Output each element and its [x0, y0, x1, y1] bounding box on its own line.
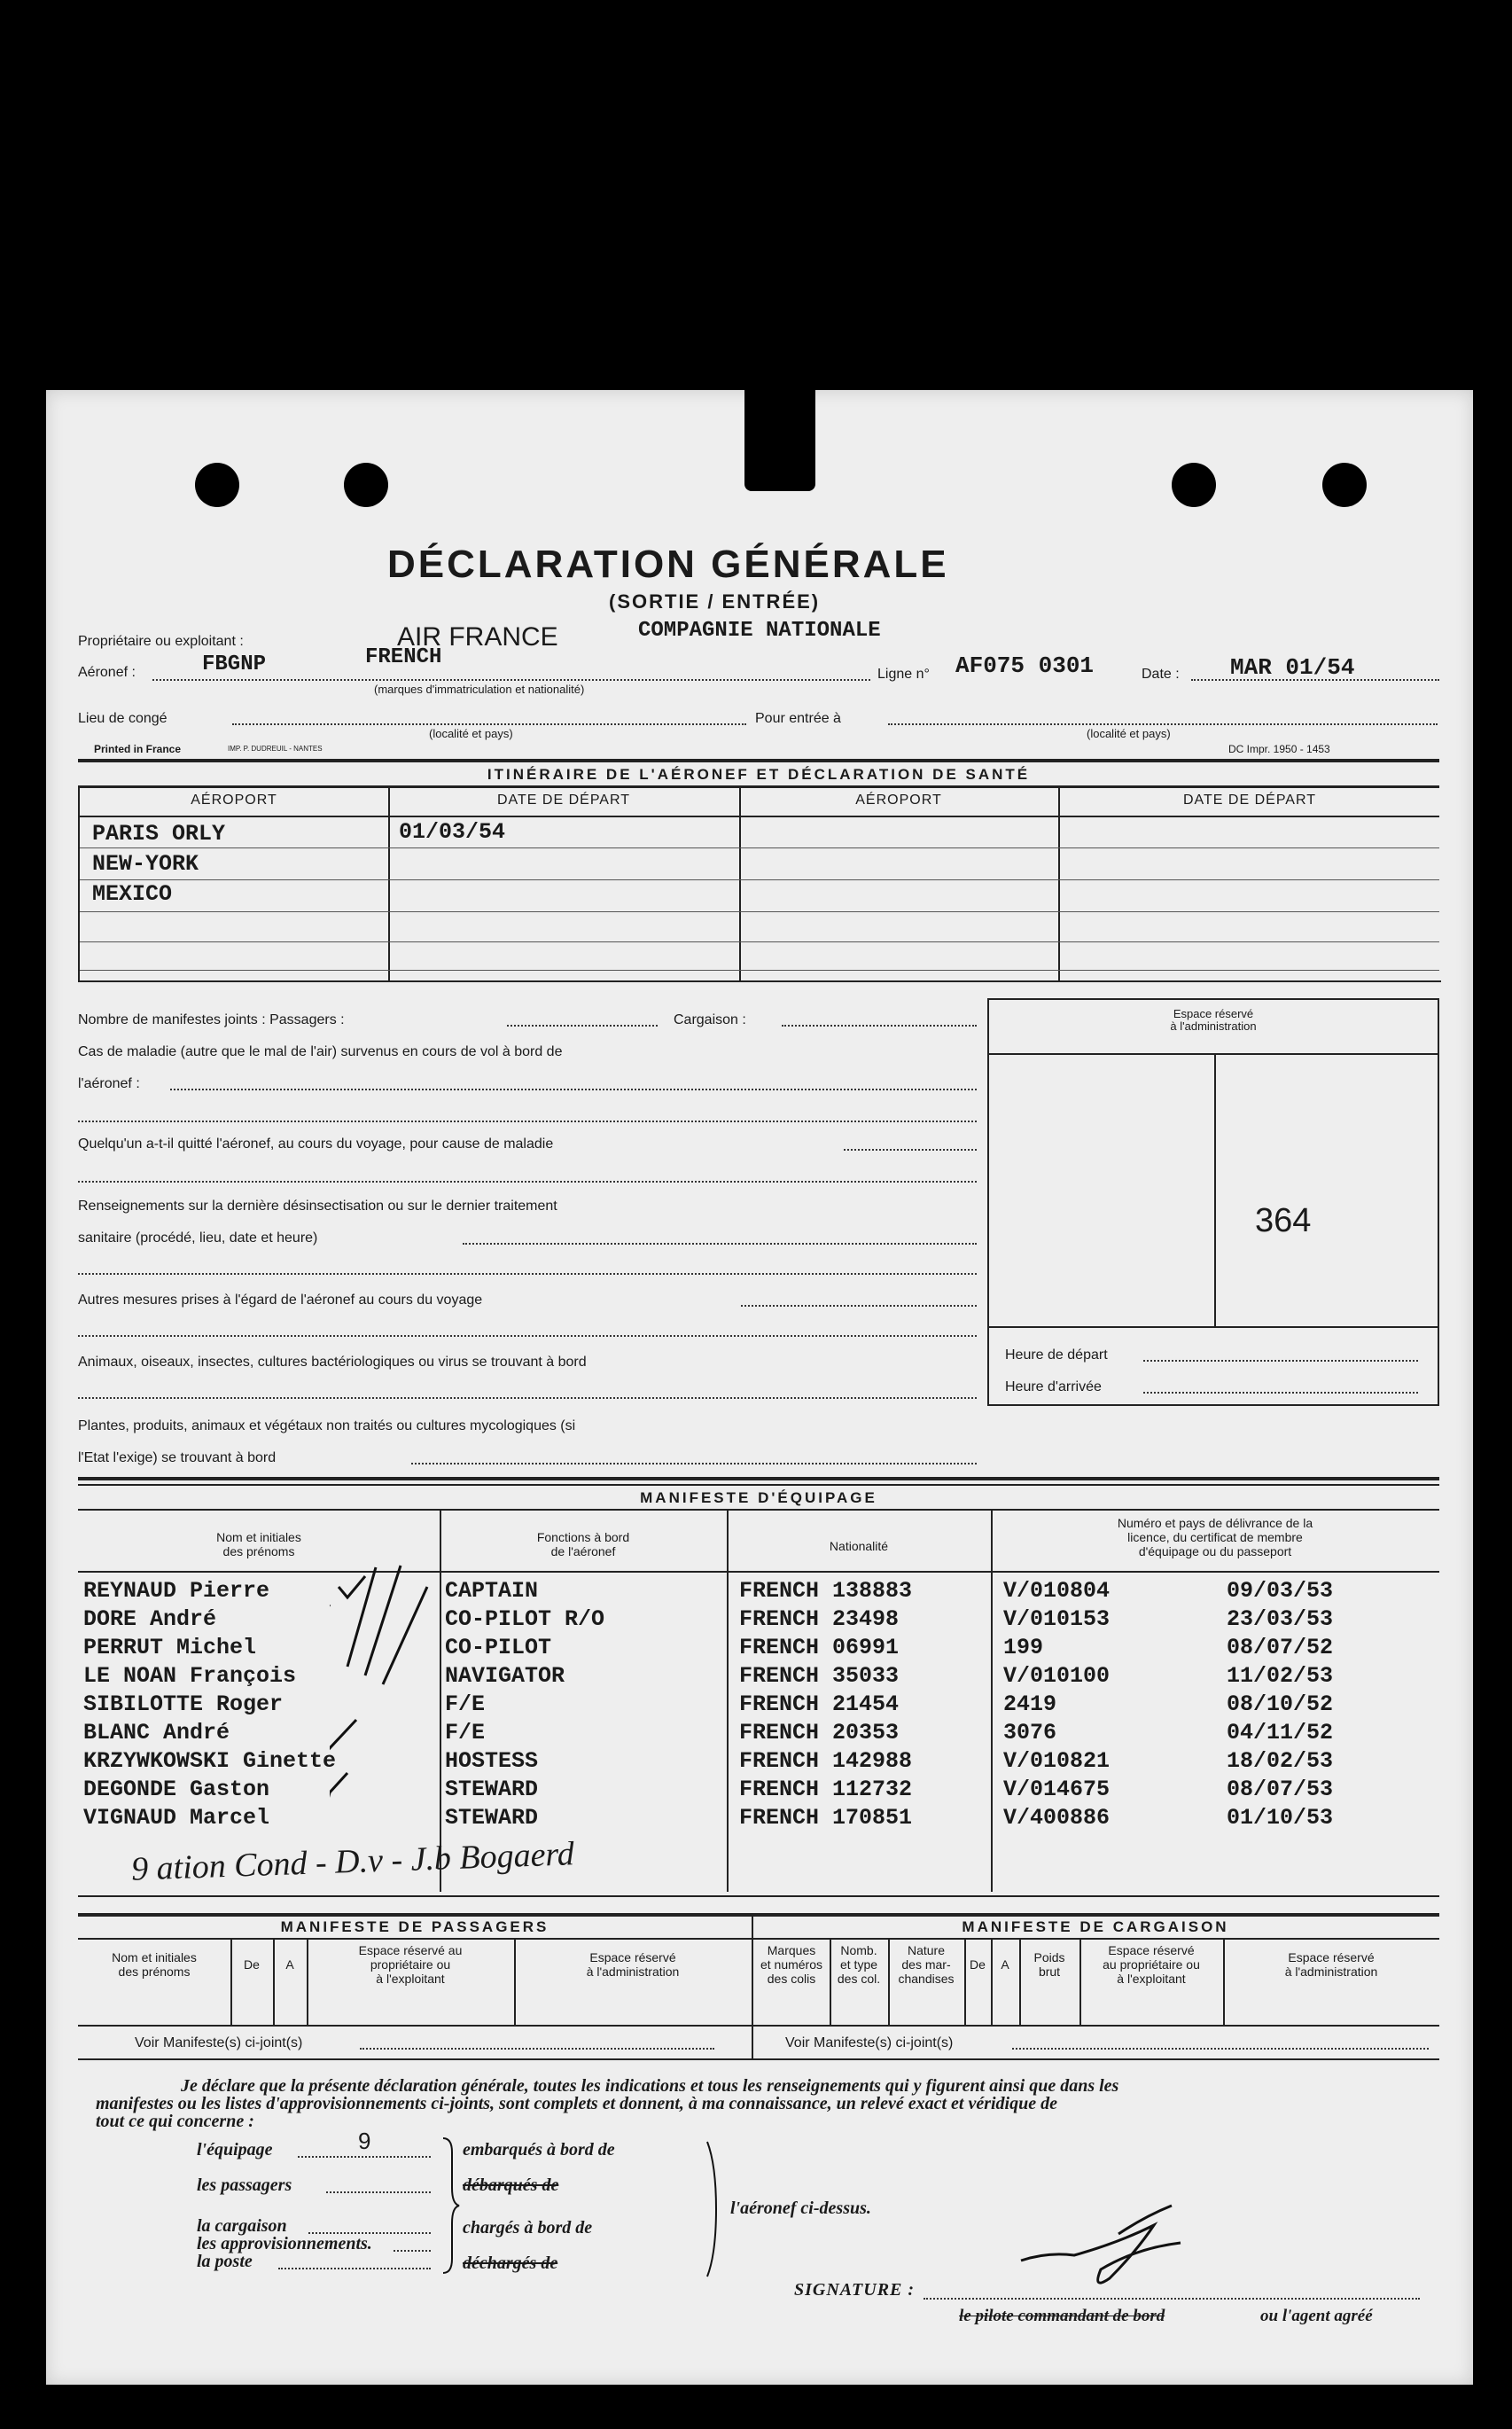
owner-value: AIR FRANCE [397, 622, 558, 652]
crew-licence: V/010100 [1003, 1663, 1111, 1689]
crew-col-name-2: des prénoms [222, 1544, 295, 1558]
signature-label: SIGNATURE : [794, 2280, 916, 2300]
cargo-col-owner-2: au propriétaire ou [1103, 1957, 1200, 1972]
admin-number: 364 [1255, 1202, 1312, 1239]
pax-cargo-table [78, 1938, 1439, 2027]
dotted-line [78, 1121, 977, 1122]
cargo-col-nature-3: chandises [898, 1972, 955, 1986]
cargo-col-from: De [970, 1957, 986, 1972]
crew-licence: V/010821 [1003, 1748, 1111, 1774]
dotted-line [741, 1305, 977, 1307]
form-sheet [46, 390, 1473, 2385]
dotted-line [782, 1025, 977, 1027]
rule [989, 1326, 1438, 1328]
crew-nationality: FRENCH 21454 [739, 1691, 900, 1717]
crew-function: CO-PILOT [445, 1635, 552, 1660]
crew-count: 9 [358, 2128, 371, 2154]
loaded-label: chargés à bord de [463, 2218, 593, 2238]
cargo-col-admin-1: Espace réservé [1288, 1950, 1375, 1964]
col-divider [230, 1938, 232, 2025]
dotted-line [1143, 1392, 1418, 1394]
crew-licence-date: 08/10/52 [1227, 1691, 1334, 1717]
aircraft-registration: FBGNP [202, 652, 267, 676]
cargo-col-marks-2: et numéros [760, 1957, 823, 1972]
passengers-heading: MANIFESTE DE PASSAGERS [280, 1918, 549, 1935]
punch-hole [195, 463, 239, 507]
embarked-label: embarqués à bord de [463, 2140, 615, 2160]
crew-col-licence-1: Numéro et pays de délivrance de la [1117, 1516, 1313, 1530]
col-divider [388, 785, 390, 980]
crew-col-function-2: de l'aéronef [550, 1544, 616, 1558]
signature-role-struck: le pilote commandant de bord [959, 2307, 1165, 2325]
cargo-col-weight-2: brut [1038, 1964, 1061, 1979]
cargo-col-count-3: des col. [837, 1972, 881, 1986]
line-label: Ligne n° [877, 667, 930, 682]
dotted-line [394, 2250, 431, 2252]
rule [80, 847, 1439, 848]
q-measures: Autres mesures prises à l'égard de l'aéronef au cours du voyage [78, 1293, 483, 1308]
q-illness-2: l'aéronef : [78, 1076, 140, 1091]
crew-name: REYNAUD Pierre [83, 1578, 270, 1604]
dotted-line [78, 1397, 977, 1399]
col-divider [1058, 785, 1060, 980]
col-divider [991, 1511, 993, 1892]
q-disinsect-1: Renseignements sur la dernière désinsectisation ou sur le dernier traitement [78, 1199, 557, 1214]
cargo-col-admin-2: à l'administration [1284, 1964, 1378, 1979]
cargo-see-manifest: Voir Manifeste(s) ci-joint(s) [785, 2035, 954, 2050]
dotted-line [507, 1025, 658, 1027]
departure-place-caption: (localité et pays) [429, 727, 513, 740]
q-disinsect-2: sanitaire (procédé, lieu, date et heure) [78, 1230, 318, 1246]
disembarked-label: débarqués de [463, 2175, 559, 2195]
dotted-line [360, 2048, 714, 2050]
dotted-line [844, 1149, 977, 1151]
pax-col-name-2: des prénoms [118, 1964, 191, 1979]
crew-licence-date: 08/07/52 [1227, 1635, 1334, 1660]
cargo-col-nature-1: Nature [907, 1943, 946, 1957]
crew-licence-date: 11/02/53 [1227, 1663, 1334, 1689]
declaration-text-3: tout ce qui concerne : [96, 2112, 254, 2131]
crew-nationality: FRENCH 35033 [739, 1663, 900, 1689]
cargo-col-weight-1: Poids [1033, 1950, 1065, 1964]
crew-col-name-1: Nom et initiales [216, 1530, 301, 1544]
departure-place-label: Lieu de congé [78, 711, 168, 726]
crew-function: F/E [445, 1720, 486, 1746]
printed-in: Printed in France [94, 743, 182, 755]
dotted-line [326, 2191, 431, 2193]
manifests-label: Nombre de manifestes joints : Passagers : [78, 1012, 345, 1027]
pax-col-from: De [244, 1957, 260, 1972]
crew-name: PERRUT Michel [83, 1635, 257, 1660]
crew-nationality: FRENCH 138883 [739, 1578, 913, 1604]
crew-licence: V/010153 [1003, 1606, 1111, 1632]
rule [80, 941, 1439, 942]
crew-heading: MANIFESTE D'ÉQUIPAGE [640, 1489, 877, 1506]
cargo-col-marks-3: des colis [767, 1972, 816, 1986]
dotted-line [463, 1243, 977, 1245]
crew-licence: V/400886 [1003, 1805, 1111, 1831]
owner-value-typed: COMPAGNIE NATIONALE [638, 619, 881, 643]
signature-role: ou l'agent agréé [1260, 2307, 1373, 2325]
cargo-label: Cargaison : [674, 1012, 746, 1027]
declaration-text-2: manifestes ou les listes d'approvisionnements ci-joints, sont complets et donnent, à ma connaissance, un relevé exact et véridique de [96, 2094, 1057, 2113]
dotted-line [78, 1273, 977, 1275]
printer-ref: IMP. P. DUDREUIL - NANTES [228, 745, 323, 753]
arrival-time-label: Heure d'arrivée [1005, 1379, 1102, 1394]
col-divider [1214, 1053, 1216, 1326]
entry-label: Pour entrée à [755, 711, 841, 726]
rule [78, 1571, 1439, 1573]
crew-nationality: FRENCH 23498 [739, 1606, 900, 1632]
rule [78, 1484, 1439, 1486]
crew-nationality: FRENCH 06991 [739, 1635, 900, 1660]
entry-caption: (localité et pays) [1087, 727, 1171, 740]
crew-col-licence-2: licence, du certificat de membre [1127, 1530, 1303, 1544]
crew-name: VIGNAUD Marcel [83, 1805, 270, 1831]
q-left: Quelqu'un a-t-il quitté l'aéronef, au cours du voyage, pour cause de maladie [78, 1136, 554, 1152]
cargo-col-to: A [1001, 1957, 1009, 1972]
col-divider [964, 1938, 966, 2025]
crew-function: NAVIGATOR [445, 1663, 565, 1689]
pax-col-admin-2: à l'administration [586, 1964, 680, 1979]
filing-notch [744, 388, 815, 491]
q-illness-1: Cas de maladie (autre que le mal de l'air) survenus en cours de vol à bord de [78, 1044, 563, 1059]
crew-licence: 2419 [1003, 1691, 1057, 1717]
admin-box-title-2: à l'administration [1170, 1019, 1257, 1033]
captain-signature [1012, 2199, 1260, 2296]
rule [78, 759, 1439, 762]
dotted-line [298, 2156, 431, 2158]
rule [78, 1477, 1439, 1480]
crew-label: l'équipage [197, 2140, 273, 2160]
col-divider [727, 1511, 729, 1892]
date-dotted-line [1191, 679, 1439, 681]
q-plants-2: l'Etat l'exige) se trouvant à bord [78, 1450, 277, 1465]
aircraft-nationality: FRENCH [365, 645, 442, 669]
signature-line [924, 2298, 1420, 2300]
crew-name: SIBILOTTE Roger [83, 1691, 284, 1717]
itinerary-table [78, 785, 1441, 982]
q-animals: Animaux, oiseaux, insectes, cultures bactériologiques ou virus se trouvant à bord [78, 1355, 587, 1370]
pax-col-owner-2: propriétaire ou [370, 1957, 451, 1972]
rule [78, 2058, 1439, 2060]
crew-licence-date: 08/07/53 [1227, 1777, 1334, 1802]
dotted-line [411, 1463, 977, 1464]
crew-nationality: FRENCH 170851 [739, 1805, 913, 1831]
rule [80, 816, 1439, 817]
col-date-2: DATE DE DÉPART [1182, 793, 1317, 808]
pax-see-manifest: Voir Manifeste(s) ci-joint(s) [135, 2035, 303, 2050]
crew-function: HOSTESS [445, 1748, 539, 1774]
q-plants-1: Plantes, produits, animaux et végétaux non traités ou cultures mycologiques (si [78, 1418, 576, 1433]
declaration-text-1: Je déclare que la présente déclaration générale, toutes les indications et tous les renseignements qui y figurent ainsi que dans les [181, 2076, 1119, 2096]
date-value: MAR 01/54 [1230, 654, 1355, 681]
admin-reserved-box [987, 998, 1439, 1406]
line-value: AF075 0301 [955, 652, 1095, 679]
brace [436, 2135, 463, 2277]
crew-licence-date: 23/03/53 [1227, 1606, 1334, 1632]
aircraft-dotted-line [152, 679, 870, 681]
rule [80, 970, 1439, 971]
crew-col-nationality: Nationalité [829, 1539, 889, 1553]
airport-1: PARIS ORLY [92, 821, 226, 847]
airport-3: MEXICO [92, 881, 173, 907]
dotted-line [170, 1089, 977, 1090]
dc-ref: DC Impr. 1950 - 1453 [1228, 743, 1330, 755]
cargo-col-owner-1: Espace réservé [1108, 1943, 1195, 1957]
departure-dotted-line [232, 723, 746, 725]
crew-name: BLANC André [83, 1720, 230, 1746]
brace [702, 2138, 729, 2280]
crew-licence: V/014675 [1003, 1777, 1111, 1802]
col-divider [273, 1938, 275, 2025]
itinerary-heading: ITINÉRAIRE DE L'AÉRONEF ET DÉCLARATION DE SANTÉ [487, 766, 1031, 783]
crew-name: DEGONDE Gaston [83, 1777, 270, 1802]
rule [80, 879, 1439, 880]
entry-dotted-line [888, 723, 1438, 725]
cargo-col-marks-1: Marques [767, 1943, 816, 1957]
aircraft-caption: (marques d'immatriculation et nationalité) [374, 683, 585, 696]
form-subtitle: (SORTIE / ENTRÉE) [609, 590, 821, 613]
cargo-col-count-2: et type [839, 1957, 878, 1972]
airport-2: NEW-YORK [92, 851, 199, 877]
col-airport-2: AÉROPORT [855, 793, 942, 808]
col-divider [991, 1938, 993, 2025]
punch-hole [1322, 463, 1367, 507]
crew-licence-date: 04/11/52 [1227, 1720, 1334, 1746]
crew-licence: 199 [1003, 1635, 1044, 1660]
pax-col-name-1: Nom et initiales [112, 1950, 197, 1964]
dotted-line [78, 1335, 977, 1337]
admin-box-title-1: Espace réservé [1173, 1007, 1254, 1020]
crew-function: F/E [445, 1691, 486, 1717]
owner-label: Propriétaire ou exploitant : [78, 634, 244, 649]
aircraft-label: Aéronef : [78, 665, 136, 680]
crew-function: CO-PILOT R/O [445, 1606, 605, 1632]
dotted-line [78, 1181, 977, 1183]
crew-function: STEWARD [445, 1777, 539, 1802]
col-date-1: DATE DE DÉPART [496, 793, 631, 808]
departure-time-label: Heure de départ [1005, 1347, 1108, 1363]
date-label: Date : [1142, 667, 1180, 682]
crew-licence-date: 18/02/53 [1227, 1748, 1334, 1774]
unloaded-label: déchargés de [463, 2253, 558, 2273]
crew-licence: V/010804 [1003, 1578, 1111, 1604]
departure-date: 01/03/54 [399, 819, 506, 845]
pax-col-admin-1: Espace réservé [589, 1950, 676, 1964]
cargo-col-owner-3: à l'exploitant [1117, 1972, 1186, 1986]
crew-nationality: FRENCH 112732 [739, 1777, 913, 1802]
crew-licence-date: 01/10/53 [1227, 1805, 1334, 1831]
cargo-heading: MANIFESTE DE CARGAISON [962, 1918, 1229, 1935]
pax-col-owner-1: Espace réservé au [358, 1943, 463, 1957]
crew-function: STEWARD [445, 1805, 539, 1831]
crew-col-licence-3: d'équipage ou du passeport [1138, 1544, 1292, 1558]
crew-nationality: FRENCH 20353 [739, 1720, 900, 1746]
punch-hole [1172, 463, 1216, 507]
dotted-line [278, 2268, 431, 2269]
crew-licence-date: 09/03/53 [1227, 1578, 1334, 1604]
pax-col-owner-3: à l'exploitant [376, 1972, 445, 1986]
crew-nationality: FRENCH 142988 [739, 1748, 913, 1774]
rule [989, 1053, 1438, 1055]
col-airport-1: AÉROPORT [191, 793, 277, 808]
passengers-label: les passagers [197, 2175, 292, 2195]
cargo-label: la cargaison [197, 2216, 287, 2236]
col-divider [739, 785, 741, 980]
crew-licence: 3076 [1003, 1720, 1057, 1746]
pax-col-to: A [285, 1957, 294, 1972]
crew-name: LE NOAN François [83, 1663, 297, 1689]
cargo-col-count-1: Nomb. [840, 1943, 877, 1957]
crew-handwritten-note: 9 ation Cond - D.v - J.b Bogaerd [130, 1835, 575, 1888]
crew-checkmarks [330, 1560, 507, 1844]
dotted-line [1143, 1360, 1418, 1362]
mail-label: la poste [197, 2252, 253, 2271]
crew-function: CAPTAIN [445, 1578, 539, 1604]
rule [80, 911, 1439, 912]
crew-name: DORE André [83, 1606, 217, 1632]
rule [78, 1913, 1439, 1917]
dotted-line [1012, 2048, 1429, 2050]
form-title: DÉCLARATION GÉNÉRALE [387, 543, 949, 586]
punch-hole [344, 463, 388, 507]
supplies-label: les approvisionnements. [197, 2234, 372, 2253]
aircraft-above-label: l'aéronef ci-dessus. [730, 2199, 871, 2218]
crew-col-function-1: Fonctions à bord [536, 1530, 630, 1544]
cargo-col-nature-2: des mar- [901, 1957, 951, 1972]
crew-name: KRZYWKOWSKI Ginette [83, 1748, 337, 1774]
